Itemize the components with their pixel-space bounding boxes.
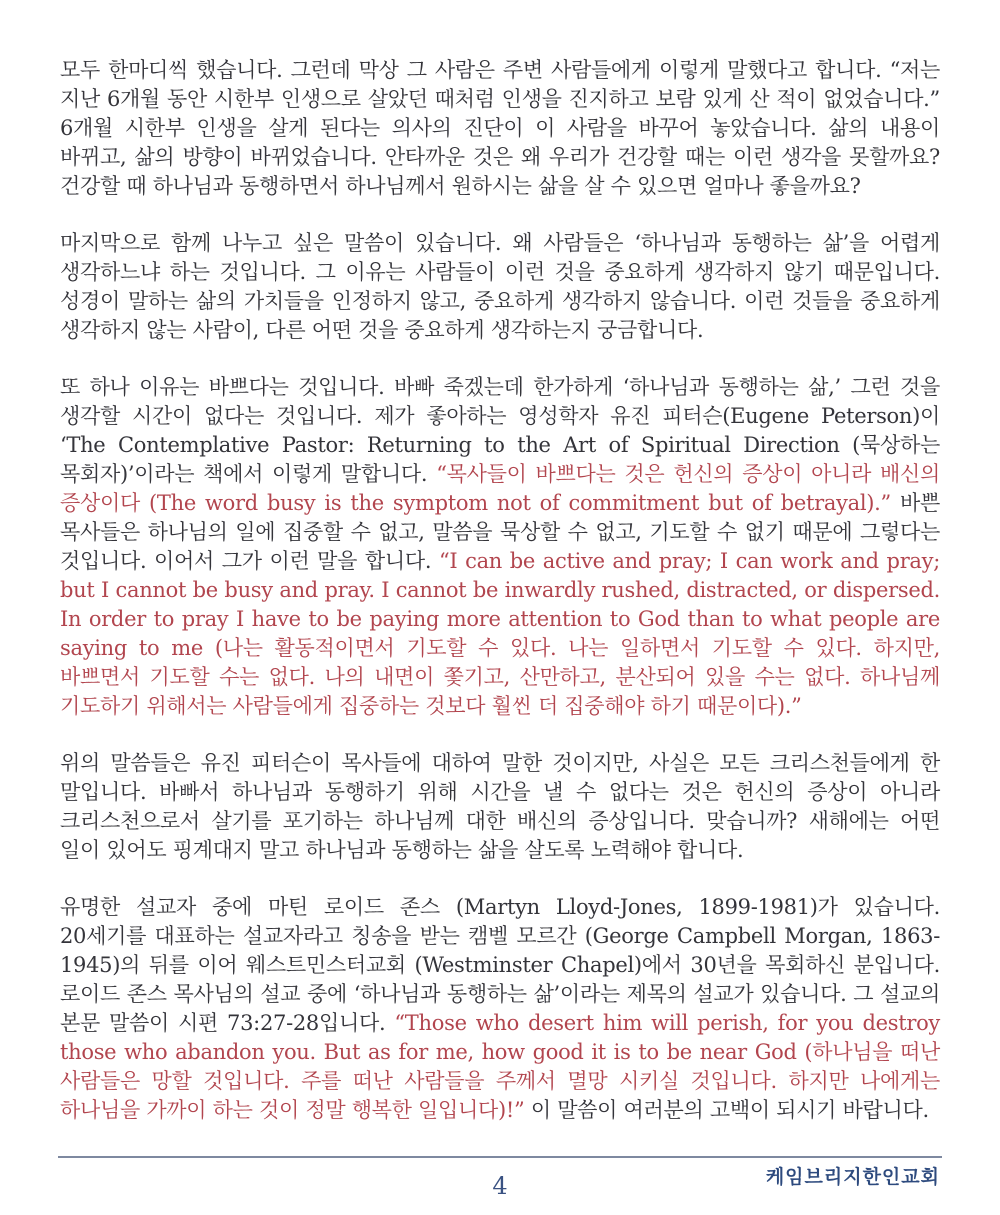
paragraph [60, 749, 940, 865]
paragraph [60, 893, 940, 1125]
page-number: 4 [492, 1172, 508, 1200]
text-segment: 이 말씀이 여러분의 고백이 되시기 바랍니다. [524, 1098, 929, 1122]
footer-church-name: 케임브리지한인교회 [765, 1166, 940, 1188]
text-segment: 마지막으로 함께 나누고 싶은 말씀이 있습니다. 왜 사람들은 ‘하나님과 동행하는 삶’을 어렵게 생각하느냐 하는 것입니다. 그 이유는 사람들이 이런 것을 중요하게 생각하지 않기 때문입니다. 성경이 말하는 삶의 가치들을 인정하지 않고, 중요하게 생각하지 않습니다. 이런 것들을 중요하게 생각하지 않는 사람이, 다른 어떤 것을 중요하게 생각하는지 궁금합니다. [60, 231, 940, 342]
text-segment: 유명한 설교자 중에 마틴 로이드 존스 (Martyn Lloyd-Jones, 1899-1981)가 있습니다. 20세기를 대표하는 설교자라고 칭송을 받는 캠벨 모르간 (George Campbell Morgan, 1863-1945)의 뒤를 이어 웨스트민스터교회 (Westminster Chapel)에서 30년을 목회하신 분입니다. 로이드 존스 목사님의 설교 중에 ‘하나님과 동행하는 삶’이라는 제목의 설교가 있습니다. 그 설교의 본문 말씀이 시편 73:27-28입니다. [60, 895, 940, 1035]
text-segment: 위의 말씀들은 유진 피터슨이 목사들에 대하여 말한 것이지만, 사실은 모든 크리스천들에게 한 말입니다. 바빠서 하나님과 동행하기 위해 시간을 낼 수 없다는 것은 헌신의 증상이 아니라 크리스천으로서 살기를 포기하는 하나님께 대한 배신의 증상입니다. 맞습니까? 새해에는 어떤 일이 있어도 핑계대지 말고 하나님과 동행하는 삶을 살도록 노력해야 합니다. [60, 751, 940, 862]
paragraph [60, 229, 940, 345]
footer-divider [58, 1156, 942, 1158]
text-segment: 모두 한마디씩 했습니다. 그런데 막상 그 사람은 주변 사람들에게 이렇게 말했다고 합니다. “저는 지난 6개월 동안 시한부 인생으로 살았던 때처럼 인생을 진지하고 보람 있게 산 적이 없었습니다.” 6개월 시한부 인생을 살게 된다는 의사의 진단이 이 사람을 바꾸어 놓았습니다. 삶의 내용이 바뀌고, 삶의 방향이 바뀌었습니다. 안타까운 것은 왜 우리가 건강할 때는 이런 생각을 못할까요? 건강할 때 하나님과 동행하면서 하나님께서 원하시는 삶을 살 수 있으면 얼마나 좋을까요? [60, 58, 940, 198]
paragraph [60, 373, 940, 721]
quote-segment: “Those who desert him will perish, for you destroy those who abandon you. But as for me, how good it is to be near God (하나님을 떠난 사람들은 망할 것입니다. 주를 떠난 사람들을 주께서 멸망 시키실 것입니다. 하지만 나에게는 하나님을 가까이 하는 것이 정말 행복한 일입니다)!” [60, 1011, 940, 1122]
quote-segment: “I can be active and pray; I can work and pray; but I cannot be busy and pray. I cannot be inwardly rushed, distracted, or dispersed. In order to pray I have to be paying more attention to God than to what people are saying to me (나는 활동적이면서 기도할 수 있다. 나는 일하면서 기도할 수 있다. 하지만, 바쁘면서 기도할 수는 없다. 나의 내면이 쫓기고, 산만하고, 분산되어 있을 수는 없다. 하나님께 기도하기 위해서는 사람들에게 집중하는 것보다 훨씬 더 집중해야 하기 때문이다).” [60, 549, 940, 718]
document-body [60, 56, 940, 1125]
text-segment: 바쁜 목사들은 하나님의 일에 집중할 수 없고, 말씀을 묵상할 수 없고, 기도할 수 없기 때문에 그렇다는 것입니다. 이어서 그가 이런 말을 합니다. [60, 491, 940, 573]
paragraph [60, 56, 940, 201]
quote-segment: “목사들이 바쁘다는 것은 헌신의 증상이 아니라 배신의 증상이다 (The word busy is the symptom not of commitment but of betrayal).” [60, 462, 940, 515]
text-segment: 또 하나 이유는 바쁘다는 것입니다. 바빠 죽겠는데 한가하게 ‘하나님과 동행하는 삶,’ 그런 것을 생각할 시간이 없다는 것입니다. 제가 좋아하는 영성학자 유진 피터슨(Eugene Peterson)이 ‘The Contemplative Pastor: Returning to the Art of Spiritual Direction (묵상하는 목회자)’이라는 책에서 이렇게 말합니다. [60, 375, 941, 486]
